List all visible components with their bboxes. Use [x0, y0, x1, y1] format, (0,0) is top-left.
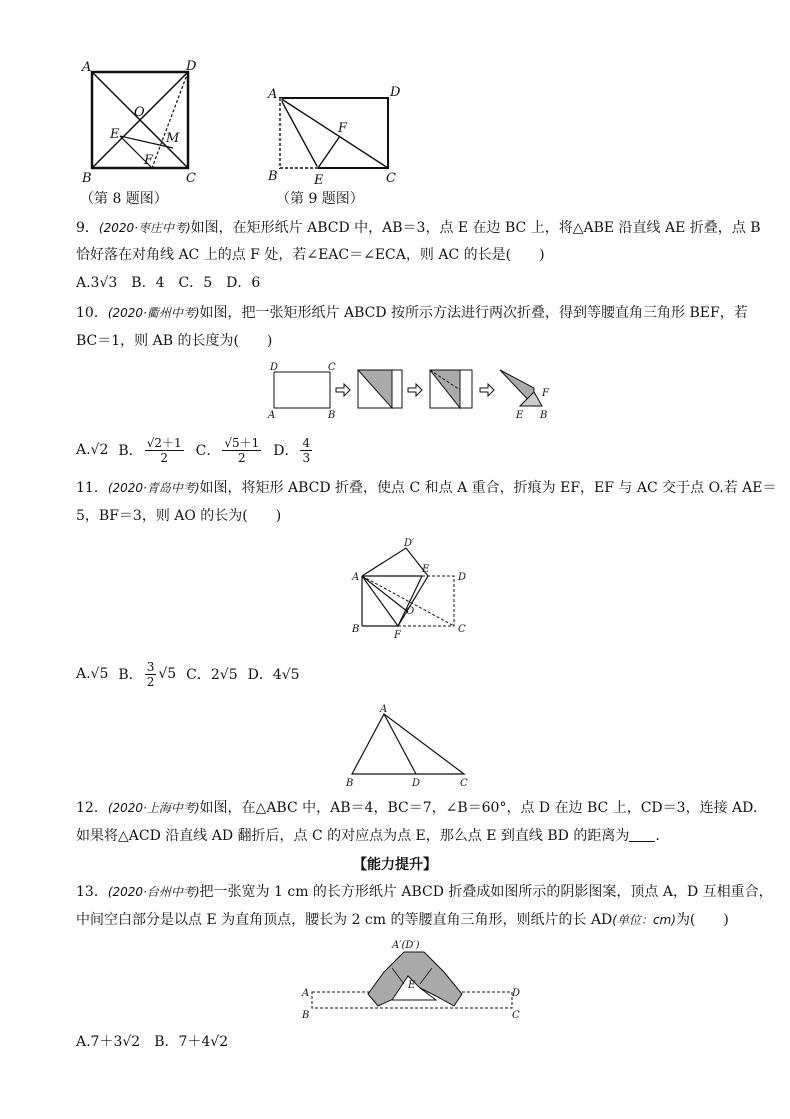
svg-text:O: O	[134, 105, 145, 120]
question-12	[76, 796, 757, 820]
question-text: 如图，在△ABC 中，AB＝4，BC＝7，∠B＝60°，点 D 在边 BC 上，CD＝3，连接 AD.	[199, 800, 758, 816]
figure-8	[76, 56, 206, 186]
svg-text:B: B	[268, 169, 278, 184]
question-9-options: A.3√3 B．4 C．5 D．6	[76, 275, 261, 291]
svg-text:D: D	[512, 988, 521, 999]
figure-9-caption: （第 9 题图）	[276, 191, 364, 207]
question-12-line2: 如果将△ACD 沿直线 AD 翻折后，点 C 的对应点为点 E，那么点 E 到直线 BD 的距离为 .	[76, 828, 660, 844]
option-d-label: D．	[273, 443, 299, 459]
svg-text:E: E	[314, 173, 324, 188]
svg-text:C: C	[386, 171, 396, 186]
svg-text:B: B	[328, 410, 336, 421]
question-source: (2020·青岛中考)	[107, 481, 200, 495]
svg-text:F: F	[338, 121, 348, 136]
question-source: (2020·衢州中考)	[107, 306, 200, 320]
question-11	[76, 476, 777, 500]
svg-text:C: C	[460, 778, 468, 789]
svg-text:A: A	[268, 87, 278, 102]
figure-9	[262, 80, 412, 190]
question-11-line2: 5，BF＝3，则 AO 的长为( )	[76, 508, 282, 524]
option-b-fraction: $\frac{3}{2}$	[146, 659, 155, 689]
question-number: 10．	[76, 305, 108, 321]
option-a: A.√5	[76, 666, 109, 682]
svg-text:D: D	[186, 59, 197, 74]
svg-text:F: F	[394, 630, 401, 641]
svg-text:E: E	[408, 980, 416, 991]
figure-11	[346, 534, 476, 642]
svg-text:D: D	[458, 572, 467, 583]
question-10-line2: BC＝1，则 AB 的长度为( )	[76, 333, 273, 349]
svg-text:E: E	[110, 127, 120, 142]
svg-text:D′: D′	[404, 538, 415, 549]
figure-13	[296, 934, 528, 1026]
svg-text:E: E	[516, 410, 524, 421]
svg-text:B: B	[352, 624, 360, 635]
option-c-label: C．	[195, 443, 221, 459]
svg-text:D: D	[390, 85, 401, 100]
question-9-line2: 恰好落在对角线 AC 上的点 F 处，若∠EAC＝∠ECA，则 AC 的长是( )	[76, 247, 545, 263]
question-number: 13．	[76, 884, 108, 900]
svg-text:B: B	[302, 1010, 310, 1021]
figure-8-caption: （第 8 题图）	[80, 191, 168, 207]
svg-text:F: F	[144, 153, 154, 168]
svg-text:B: B	[82, 171, 92, 186]
option-b-label: B．	[118, 667, 143, 683]
figure-10	[264, 358, 560, 424]
option-b-fraction: $\frac{√2+1}{2}$	[146, 435, 182, 465]
question-text: 如图，把一张矩形纸片 ABCD 按所示方法进行两次折叠，得到等腰直角三角形 BEF，若	[199, 305, 748, 321]
svg-text:A: A	[268, 410, 276, 421]
option-c: C．2√5	[186, 667, 238, 683]
option-b-label: B．	[118, 443, 143, 459]
svg-text:A′(D′): A′(D′)	[392, 940, 420, 951]
question-13-line2: 中间空白部分是以点 E 为直角顶点，腰长为 2 cm 的等腰直角三角形，则纸片的长 AD(单位：cm)为( )	[76, 912, 729, 928]
svg-text:F: F	[542, 388, 549, 399]
question-11-options	[76, 654, 300, 694]
question-source: (2020·枣庄中考)	[98, 221, 191, 235]
svg-text:A: A	[352, 572, 360, 583]
question-13-options: A.7＋3√2 B．7＋4√2	[76, 1034, 229, 1050]
svg-text:C: C	[512, 1010, 520, 1021]
svg-text:A: A	[82, 60, 92, 75]
svg-text:D: D	[412, 778, 421, 789]
question-number: 9．	[76, 220, 99, 236]
question-9	[76, 216, 761, 240]
svg-text:A: A	[380, 704, 388, 715]
question-source: (2020·台州中考)	[107, 885, 200, 899]
svg-text:O: O	[406, 606, 415, 617]
option-c-fraction: $\frac{√5+1}{2}$	[224, 435, 260, 465]
answer-blank[interactable]	[629, 829, 655, 842]
question-source: (2020·上海中考)	[107, 801, 200, 815]
svg-text:E: E	[422, 564, 430, 575]
question-13	[76, 880, 773, 904]
question-10-options	[76, 428, 314, 472]
option-b-tail: √5	[158, 666, 177, 682]
svg-text:C: C	[186, 171, 196, 186]
option-d-fraction: $\frac{4}{3}$	[302, 435, 311, 465]
option-d: D．4√5	[247, 667, 300, 683]
section-title: 【能力提升】	[353, 857, 437, 873]
svg-text:B: B	[346, 778, 354, 789]
svg-text:D: D	[270, 362, 279, 373]
question-number: 12．	[76, 800, 108, 816]
figure-12	[340, 702, 480, 790]
option-a: A.√2	[76, 442, 109, 458]
svg-text:C: C	[328, 362, 336, 373]
question-number: 11．	[76, 480, 108, 496]
svg-text:B: B	[540, 410, 548, 421]
question-text: 把一张宽为 1 cm 的长方形纸片 ABCD 折叠成如图所示的阴影图案，顶点 A，D 互相重合，	[199, 884, 773, 900]
svg-text:M: M	[166, 131, 180, 146]
question-10	[76, 301, 748, 325]
question-text: 如图，在矩形纸片 ABCD 中，AB＝3，点 E 在边 BC 上，将△ABE 沿直线 AE 折叠，点 B	[190, 220, 761, 236]
question-text: 如图，将矩形 ABCD 折叠，使点 C 和点 A 重合，折痕为 EF，EF 与 AC 交于点 O.若 AE＝	[199, 480, 777, 496]
svg-text:A: A	[302, 988, 310, 999]
svg-text:C: C	[458, 624, 466, 635]
